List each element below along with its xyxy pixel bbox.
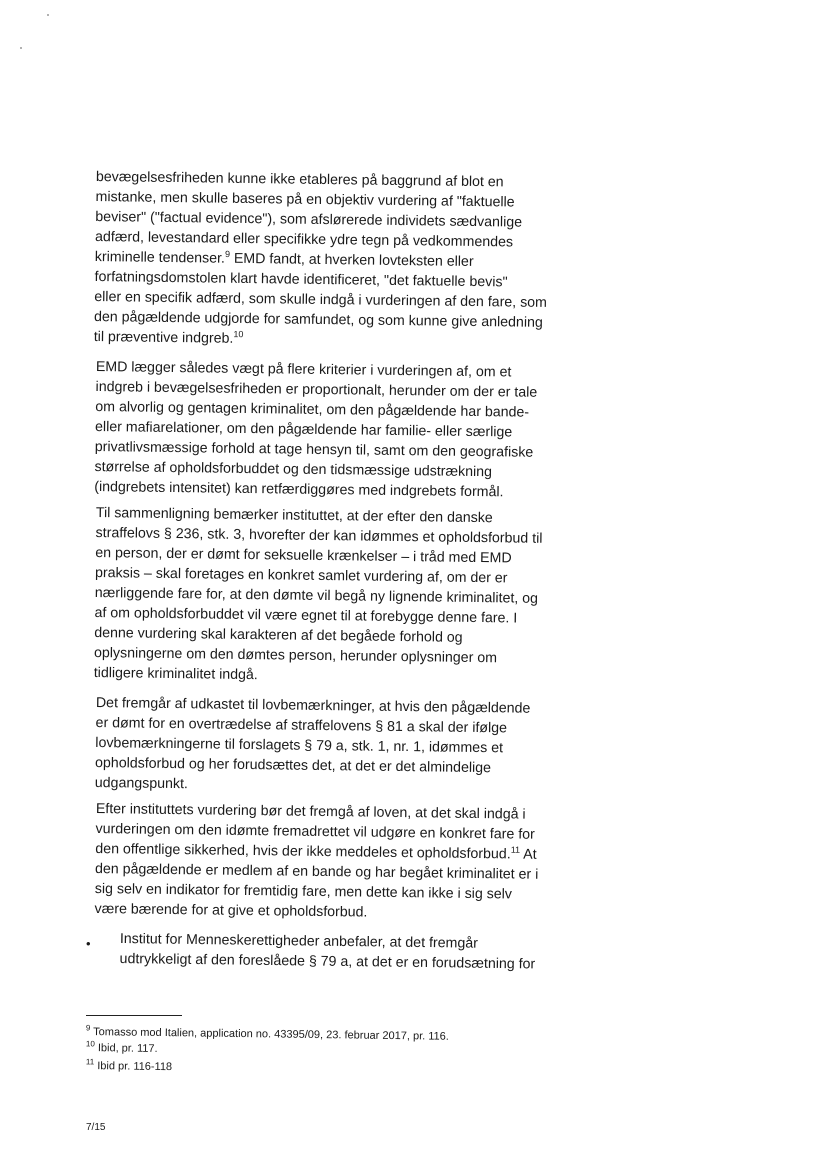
text-line: udtrykkeligt af den foreslåede § 79 a, at det er en forudsætning for	[119, 950, 536, 973]
text-line: er dømt for en overtrædelse af straffelovens § 81 a skal der ifølge	[95, 714, 508, 737]
text-fragment: kriminelle tendenser.	[94, 248, 226, 267]
text-line: lovbemærkningerne til forslagets § 79 a, stk. 1, nr. 1, idømmes et	[95, 734, 504, 757]
footnote-number: 9	[85, 1023, 91, 1033]
text-line: om alvorlig og gentagen kriminalitet, om den pågældende har bande-	[95, 398, 530, 421]
text-line: indgreb i bevægelsesfriheden er proportionalt, herunder om der er tale	[95, 378, 538, 401]
footnote-number: 10	[85, 1039, 95, 1049]
text-line: adfærd, levestandard eller specifikke ydre tegn på vedkommendes	[94, 228, 514, 251]
text-line: bevægelsesfriheden kunne ikke etableres på baggrund af blot en	[95, 168, 504, 191]
text-line: oplysningerne om den dømtes person, herunder oplysninger om	[93, 644, 498, 667]
text-line: tidligere kriminalitet indgå.	[93, 664, 258, 684]
scan-speck	[47, 14, 49, 16]
text-line: den pågældende er medlem af en bande og har begået kriminalitet er i	[94, 860, 539, 883]
text-line: af om opholdsforbuddet vil være egnet til at forebygge denne fare. I	[94, 604, 518, 627]
text-line: Til sammenligning bemærker instituttet, at der efter den danske	[95, 504, 493, 527]
text-line: mistanke, men skulle baseres på en objektiv vurdering af "faktuelle	[95, 188, 515, 211]
text-fragment: den offentlige sikkerhed, hvis der ikke meddeles et opholdsforbud.	[95, 840, 511, 863]
text-line: den pågældende udgjorde for samfundet, og som kunne give anledning	[93, 308, 543, 331]
text-line: eller mafiarelationer, om den pågældende har familie- eller særlige	[94, 418, 513, 441]
text-line: en person, der er dømt for seksuelle krænkelser – i tråd med EMD	[95, 544, 512, 567]
text-line: beviser" ("factual evidence"), som afslørerede individets sædvanlige	[95, 208, 523, 231]
footnote-11	[86, 1059, 172, 1074]
paragraph-3	[94, 503, 566, 689]
text-line: EMD lægger således vægt på flere kriterier i vurderingen af, om et	[95, 358, 512, 381]
footnote-10	[86, 1041, 158, 1056]
text-line: nærliggende fare for, at den dømte vil begå ny lignende kriminalitet, og	[94, 584, 539, 607]
text-line: praksis – skal foretages en konkret samlet vurdering af, om der er	[94, 564, 508, 587]
text-line: være bærende for at give et opholdsforbud.	[94, 900, 368, 921]
footnote-number: 11	[85, 1057, 95, 1067]
footnote-ref-11: 11	[510, 844, 521, 855]
text-line: forfatningsdomstolen klart havde identificeret, "det faktuelle bevis"	[94, 268, 508, 291]
text-line: størrelse af opholdsforbuddet og den tidsmæssige udstrækning	[94, 458, 493, 481]
text-line: Efter instituttets vurdering bør det fremgå af loven, at det skal indgå i	[95, 800, 526, 823]
paragraph-5	[94, 799, 566, 925]
text-line: Det fremgår af udkastet til lovbemærkninger, at hvis den pågældende	[95, 694, 531, 717]
text-line: denne vurdering skal karakteren af det begåede forhold og	[94, 624, 463, 646]
bullet-item	[119, 929, 559, 975]
paragraph-4	[95, 693, 566, 799]
paragraph-2	[94, 357, 566, 503]
text-line: straffelovs § 236, stk. 3, hvorefter der kan idømmes et opholdsforbud til	[95, 524, 543, 547]
text-line: (indgrebets intensitet) kan retfærdiggøres med indgrebets formål.	[94, 478, 504, 501]
text-fragment: At	[519, 846, 537, 863]
footnote-text: Ibid, pr. 117.	[97, 1042, 158, 1055]
text-line: udgangspunkt.	[94, 774, 189, 793]
text-line: opholdsforbud og her forudsættes det, at det er det almindelige	[94, 754, 492, 777]
text-line: vurderingen om den idømte fremadrettet vil udgøre en konkret fare for	[95, 820, 535, 843]
paragraph-1	[94, 167, 566, 353]
text-line: Institut for Menneskerettigheder anbefaler, at det fremgår	[119, 930, 478, 952]
text-line: eller en specifik adfærd, som skulle indgå i vurderingen af den fare, som	[94, 288, 548, 311]
text-fragment: EMD fandt, at hverken lovteksten eller	[229, 250, 474, 270]
page-number: 7/15	[86, 1122, 106, 1133]
footnote-ref-9: 9	[224, 248, 231, 260]
footnote-separator	[86, 1015, 182, 1016]
text-line: sig selv en indikator for fremtidig fare, men dette kan ikke i sig selv	[94, 880, 513, 903]
bullet-icon: •	[86, 936, 91, 951]
text-fragment: til præventive indgreb.	[93, 328, 234, 347]
scan-speck	[20, 47, 22, 49]
footnote-text: Tomasso mod Italien, application no. 43395/09, 23. februar 2017, pr. 116.	[93, 1026, 449, 1043]
footnote-ref-10: 10	[233, 329, 244, 340]
footnote-text: Ibid pr. 116-118	[97, 1060, 173, 1074]
text-line: privatlivsmæssige forhold at tage hensyn til, samt om den geografiske	[94, 438, 534, 461]
